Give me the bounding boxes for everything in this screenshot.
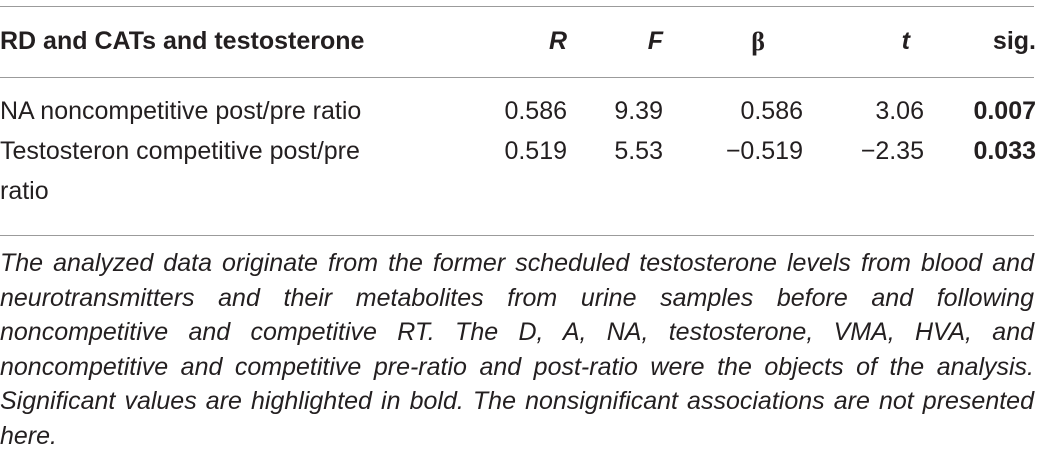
table-footnote: The analyzed data originate from the former scheduled testosterone levels from blood and neurotransmitters and their metabolites from urine samples before and following noncompetitive and competitive RT. The D, A, NA, testosterone, VMA, HVA, and noncompetitive and competitive pre-ratio and post-ratio were the objects of the analysis. Significant values are highlighted in bold. The nonsignificant associations are not presented here. <box>0 249 1034 450</box>
header-sig: sig. <box>992 27 1036 55</box>
cell-t: 3.06 <box>875 97 924 125</box>
table-row <box>0 77 1036 131</box>
cell-f: 9.39 <box>614 97 663 125</box>
cell-sig: 0.007 <box>973 97 1036 125</box>
header-f: F <box>647 27 663 55</box>
cell-beta: −0.519 <box>725 137 803 165</box>
row-label: NA noncompetitive post/pre ratio <box>0 97 362 125</box>
cell-f: 5.53 <box>614 137 663 165</box>
header-row <box>0 6 1036 77</box>
row-label: Testosteron competitive post/pre ratio <box>0 137 360 205</box>
cell-r: 0.586 <box>504 97 567 125</box>
header-beta: β <box>751 27 765 56</box>
regression-table <box>0 6 1036 211</box>
cell-beta: 0.586 <box>740 97 803 125</box>
header-label: RD and CATs and testosterone <box>0 27 365 55</box>
bottom-rule <box>0 235 1034 236</box>
table-row <box>0 131 1036 211</box>
cell-r: 0.519 <box>504 137 567 165</box>
cell-t: −2.35 <box>860 137 924 165</box>
header-t: t <box>901 27 910 55</box>
cell-sig: 0.033 <box>973 137 1036 165</box>
header-r: R <box>548 27 567 55</box>
